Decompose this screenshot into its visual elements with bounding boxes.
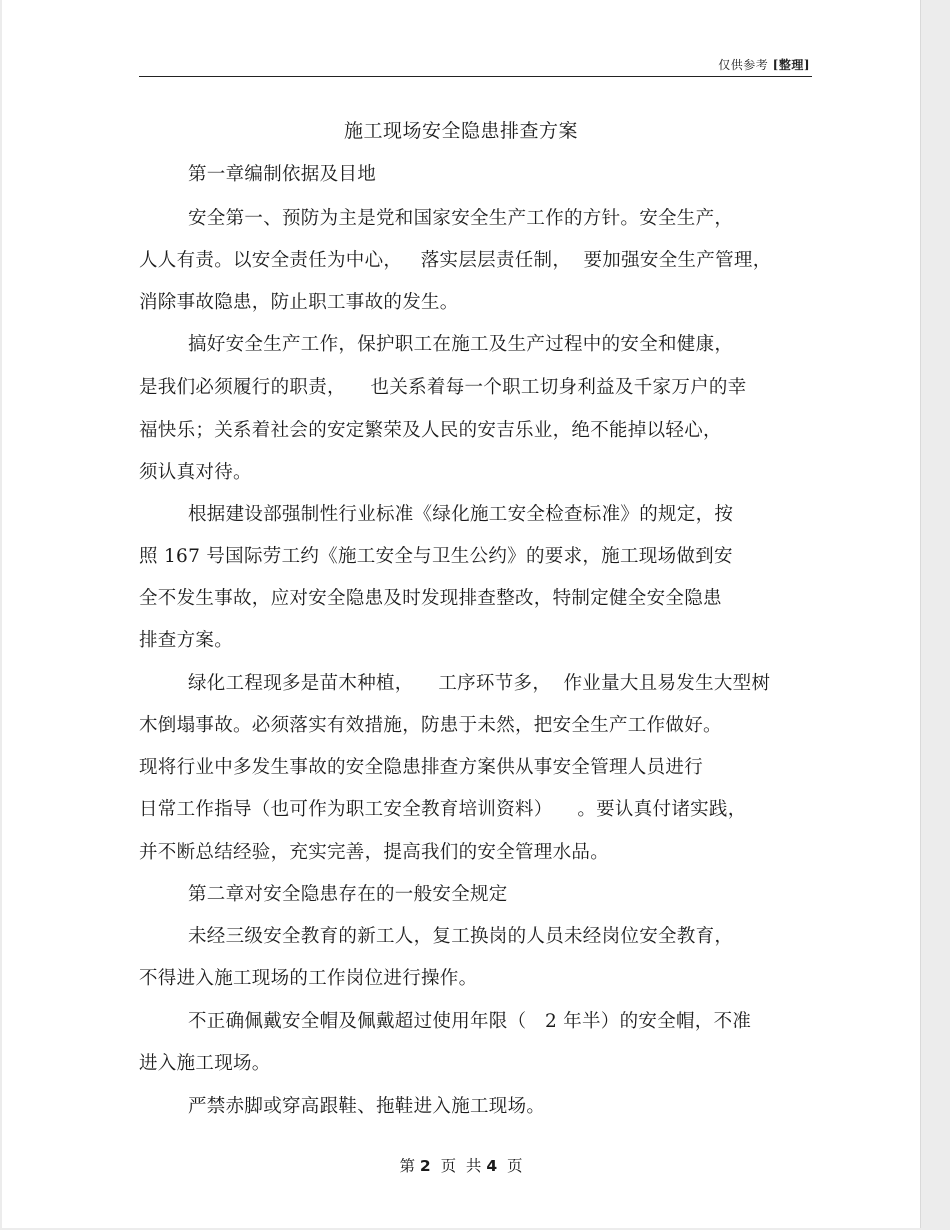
paragraph-line: 照 167 号国际劳工约《施工安全与卫生公约》的要求，施工现场做到安 [139,546,733,567]
page-header [718,56,810,73]
paragraph-line: 排查方案。 [139,630,234,651]
paragraph-line: 未经三级安全教育的新工人，复工换岗的人员未经岗位安全教育， [188,926,734,947]
total-pages-number: 4 [486,1157,498,1175]
document-title: 施工现场安全隐患排查方案 [343,120,578,142]
paragraph-line: 不正确佩戴安全帽及佩戴超过使用年限（ 2 年半）的安全帽，不准 [188,1011,752,1032]
document-page [2,0,921,1228]
paragraph-line: 是我们必须履行的职责， 也关系着每一个职工切身利益及千家万户的幸 [139,377,747,398]
paragraph-line: 安全第一、预防为主是党和国家安全生产工作的方针。安全生产， [188,208,734,229]
paragraph-line: 日常工作指导（也可作为职工安全教育培训资料） 。要认真付诸实践， [139,799,747,820]
paragraph-line: 搞好安全生产工作，保护职工在施工及生产过程中的安全和健康， [188,334,734,355]
chapter-heading: 第二章对安全隐患存在的一般安全规定 [188,884,508,905]
paragraph-line: 木倒塌事故。必须落实有效措施，防患于未然，把安全生产工作做好。 [139,715,722,736]
header-tag: [整理] [772,58,810,72]
current-page-number: 2 [419,1157,431,1175]
paragraph-line: 根据建设部强制性行业标准《绿化施工安全检查标准》的规定，按 [188,504,734,525]
paragraph-line: 进入施工现场。 [139,1053,271,1074]
paragraph-line: 不得进入施工现场的工作岗位进行操作。 [139,968,478,989]
footer-suffix: 页 [497,1157,523,1175]
paragraph-line: 人人有责。以安全责任为中心， 落实层层责任制， 要加强安全生产管理， [139,250,772,271]
page-footer [2,1154,920,1176]
footer-prefix: 第 [399,1157,420,1175]
paragraph-line: 并不断总结经验，充实完善，提高我们的安全管理水品。 [139,842,610,863]
paragraph-line: 消除事故隐患，防止职工事故的发生。 [139,292,459,313]
chapter-heading: 第一章编制依据及目地 [188,164,377,185]
paragraph-line: 绿化工程现多是苗木种植， 工序环节多， 作业量大且易发生大型树 [188,673,771,694]
paragraph-line: 全不发生事故，应对安全隐患及时发现排查整改，特制定健全安全隐患 [139,588,722,609]
paragraph-line: 现将行业中多发生事故的安全隐患排查方案供从事安全管理人员进行 [139,757,704,778]
header-divider [139,76,812,77]
paragraph-line: 须认真对待。 [139,462,252,483]
footer-middle: 页 共 [430,1157,487,1175]
paragraph-line: 严禁赤脚或穿高跟鞋、拖鞋进入施工现场。 [188,1096,546,1117]
header-prefix: 仅供参考 [718,58,769,72]
paragraph-line: 福快乐；关系着社会的安定繁荣及人民的安吉乐业，绝不能掉以轻心， [139,420,722,441]
